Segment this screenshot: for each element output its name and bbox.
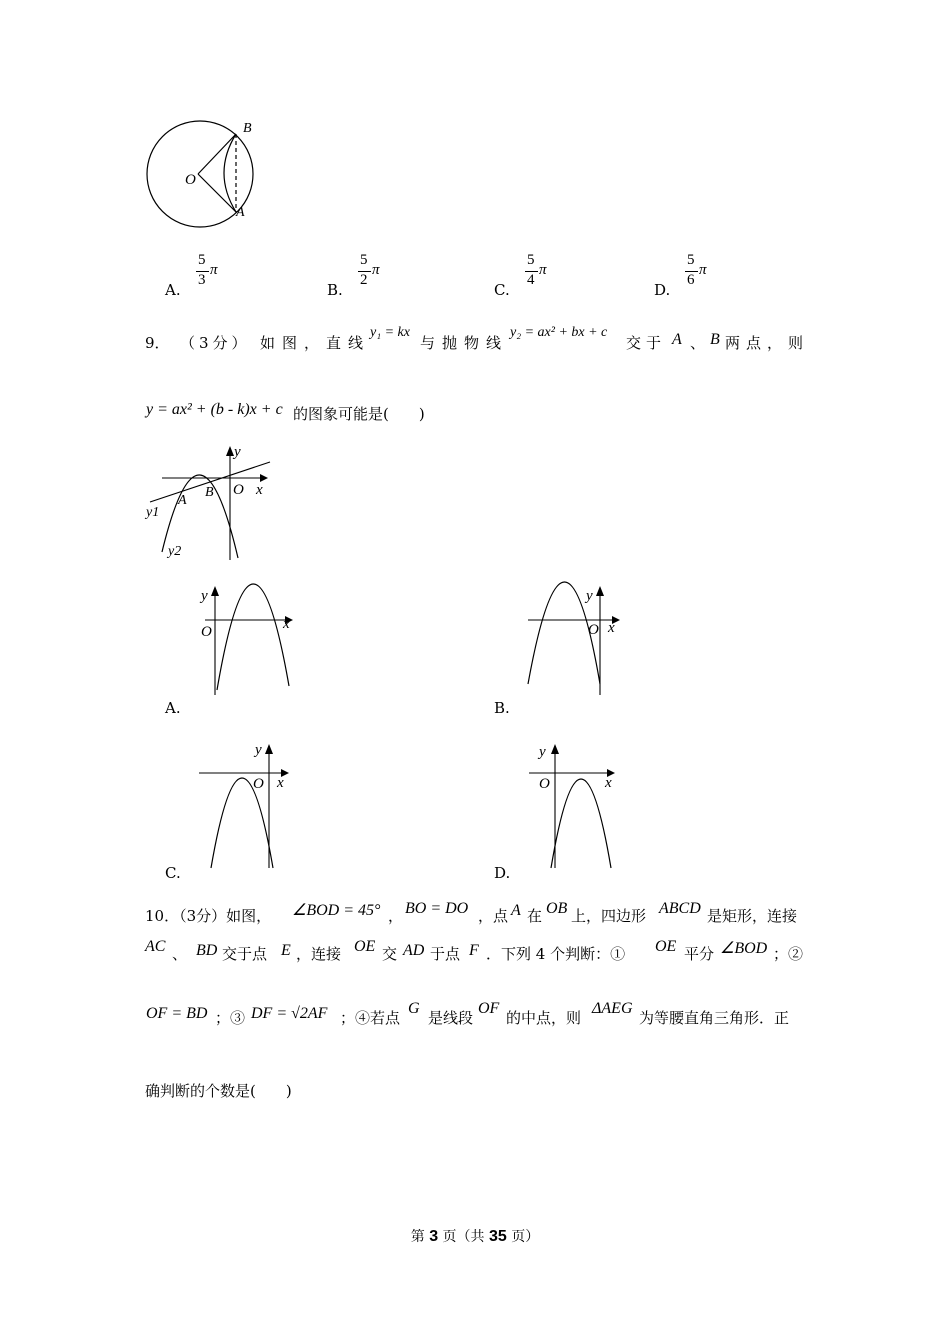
pi-symbol: π <box>699 262 707 278</box>
separator: 、 <box>690 334 706 352</box>
denominator: 6 <box>687 272 695 288</box>
question-text: ．下列 4 个判断：① <box>486 945 626 963</box>
question-text: 确判断的个数是( ) <box>145 1082 292 1100</box>
label-y1: y1 <box>146 505 160 520</box>
label-b: B <box>205 485 214 500</box>
footer-total-pages: 35 <box>489 1228 507 1245</box>
math: AC <box>145 938 166 955</box>
label-x: x <box>605 775 612 791</box>
y-axis-arrow <box>551 744 559 754</box>
label-o: O <box>233 482 244 498</box>
label-y: y <box>201 588 208 604</box>
label-x: x <box>608 620 615 636</box>
math: OB <box>546 900 568 917</box>
label-y: y <box>255 742 262 758</box>
x-axis-arrow <box>260 474 268 482</box>
math: ∠BOD <box>720 940 768 957</box>
math: A <box>511 902 521 919</box>
math: OE <box>354 938 376 955</box>
option-letter: A. <box>165 281 181 299</box>
label-x: x <box>283 616 290 632</box>
parabola <box>551 779 611 868</box>
question-text: 于点 <box>430 945 461 963</box>
question-text: 与抛物线 <box>420 334 509 352</box>
pi-symbol: π <box>372 262 380 278</box>
option-letter: B. <box>494 699 510 717</box>
option-letter: D. <box>494 864 511 882</box>
footer-page-number: 3 <box>429 1228 439 1245</box>
equation-parabola: y₂ = ax² + bx + c <box>510 325 608 340</box>
label-o: O <box>539 776 550 792</box>
question-text: 为等腰直角三角形．正 <box>639 1009 790 1027</box>
question-text: ，点 <box>478 907 509 925</box>
denominator: 2 <box>360 272 368 288</box>
math: OF <box>478 1000 500 1017</box>
footer-pre: 第 <box>410 1229 425 1245</box>
math: AD <box>403 942 425 959</box>
q8-label-b: B <box>243 121 252 136</box>
parabola <box>217 584 289 690</box>
denominator: 3 <box>198 272 206 288</box>
numerator: 5 <box>360 252 368 268</box>
math: OE <box>655 938 677 955</box>
label-o: O <box>201 624 212 640</box>
page-footer <box>0 1226 950 1246</box>
option-letter: D. <box>654 281 671 299</box>
math: E <box>281 942 291 959</box>
denominator: 4 <box>527 272 535 288</box>
question-text: ；④若点 <box>340 1009 401 1027</box>
label-x: x <box>256 482 263 498</box>
question-number: 9． <box>145 334 170 352</box>
question-text: 交 <box>382 945 398 963</box>
question-text: 是矩形，连接 <box>707 907 798 925</box>
question-text: 的图象可能是( ) <box>293 405 425 423</box>
numerator: 5 <box>198 252 206 268</box>
question-score: （3分） <box>180 334 251 352</box>
option-d-graph <box>525 738 625 873</box>
question-text: 上，四边形 <box>571 907 647 925</box>
question-text: 平分 <box>684 945 715 963</box>
q8-circle-figure <box>140 112 265 227</box>
math: DF = √2AF <box>251 1005 328 1022</box>
option-a-graph <box>195 580 305 695</box>
label-y2: y2 <box>168 544 182 559</box>
q8-radius-ob <box>198 134 236 174</box>
question-text: 、 <box>172 945 188 963</box>
q8-arc <box>224 134 236 212</box>
footer-post: 页） <box>511 1229 540 1245</box>
point-b: B <box>710 331 720 348</box>
option-b-graph <box>520 580 630 695</box>
question-text: 两点，则 <box>725 334 810 352</box>
question-text: 在 <box>527 907 543 925</box>
numerator: 5 <box>687 252 695 268</box>
point-a: A <box>672 331 682 348</box>
math: ∠BOD = 45° <box>292 902 381 919</box>
equation-line: y₁ = kx <box>370 325 410 340</box>
option-letter: C. <box>494 281 510 299</box>
question-text: 交于点 <box>222 945 268 963</box>
question-text: 是线段 <box>428 1009 474 1027</box>
option-letter: B. <box>327 281 343 299</box>
option-letter: A. <box>165 699 181 717</box>
math: OF = BD <box>146 1005 208 1022</box>
label-y: y <box>539 744 546 760</box>
equation-result: y = ax² + (b - k)x + c <box>146 401 283 418</box>
y-axis-arrow <box>226 446 234 456</box>
question-text: 10．（3分）如图， <box>145 907 272 925</box>
label-x: x <box>277 775 284 791</box>
y-axis-arrow <box>596 586 604 596</box>
y-axis-arrow <box>265 744 273 754</box>
label-o: O <box>588 622 599 638</box>
q8-label-a: A <box>236 205 245 220</box>
math: BD <box>196 942 218 959</box>
option-letter: C. <box>165 864 181 882</box>
q8-radius-oa <box>198 174 236 212</box>
label-a: A <box>178 493 187 508</box>
y-axis-arrow <box>211 586 219 596</box>
math: BO = DO <box>405 900 469 917</box>
question-text: ， <box>388 907 404 925</box>
label-o: O <box>253 776 264 792</box>
footer-mid: 页（共 <box>442 1229 485 1245</box>
pi-symbol: π <box>210 262 218 278</box>
question-text: ；③ <box>215 1009 246 1027</box>
question-text: ，连接 <box>296 945 342 963</box>
question-text: 的中点，则 <box>506 1009 582 1027</box>
numerator: 5 <box>527 252 535 268</box>
math: ΔAEG <box>592 1000 633 1017</box>
math: F <box>469 942 479 959</box>
question-text: 交于 <box>626 334 667 352</box>
math: ABCD <box>659 900 701 917</box>
option-c-graph <box>195 738 305 873</box>
question-text: 如图，直线 <box>260 334 371 352</box>
pi-symbol: π <box>539 262 547 278</box>
label-y: y <box>234 444 241 460</box>
q9-main-figure <box>140 440 290 565</box>
label-y: y <box>586 588 593 604</box>
question-text: ；② <box>773 945 804 963</box>
q8-label-o: O <box>185 172 196 188</box>
math: G <box>408 1000 420 1017</box>
